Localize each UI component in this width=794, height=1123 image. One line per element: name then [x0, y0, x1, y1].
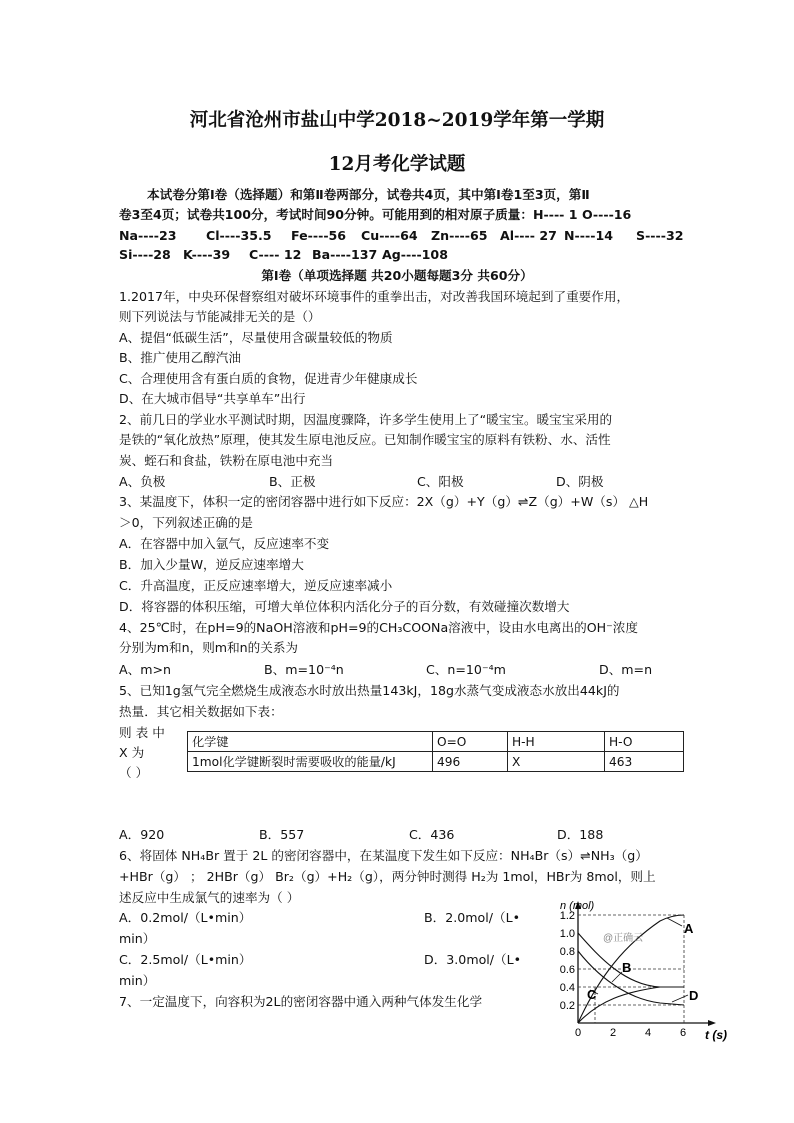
option-a: A、m>n: [119, 662, 172, 677]
paper-subtitle: 12月考化学试题: [328, 154, 466, 175]
question-stem: 炭、蛭石和食盐，铁粉在原电池中充当: [119, 453, 334, 468]
table-header-cell: H-H: [508, 732, 605, 752]
option-c: C、阳极: [417, 474, 464, 489]
atomic-mass: S----32: [636, 228, 684, 243]
option-b: B．557: [259, 827, 305, 842]
option-a: A．0.2mol/（L•min）: [119, 910, 252, 925]
x-tick-label: 2: [609, 1027, 617, 1039]
y-tick-label: 0.8: [559, 946, 575, 958]
question-stem: 1.2017年，中央环保督察组对破坏环境事件的重拳出击，对改善我国环境起到了重要作用，: [119, 289, 630, 304]
mole-time-graph: [546, 896, 732, 1046]
option-a: A．在容器中加入氩气，反应速率不变: [119, 536, 330, 551]
option-d: D．将容器的体积压缩，可增大单位体积内活化分子的百分数，有效碰撞次数增大: [119, 599, 570, 614]
table-header-cell: O=O: [433, 732, 508, 752]
y-axis-label: n (mol): [560, 900, 595, 912]
option-d: D、阴极: [556, 474, 604, 489]
option-b: B、推广使用乙醇汽油: [119, 350, 241, 365]
question-stem: 热量．其它相关数据如下表：: [119, 704, 283, 719]
atomic-mass: Cl----35.5: [206, 228, 272, 243]
option-b: B．2.0mol/（L•: [424, 910, 521, 925]
x-tick-label: 4: [644, 1027, 652, 1039]
option-a: A、提倡“低碳生活”，尽量使用含碳量较低的物质: [119, 330, 393, 345]
question-stem: 分别为m和n，则m和n的关系为: [119, 640, 299, 655]
option-a: A、负极: [119, 474, 166, 489]
option-d-continued: min）: [119, 973, 156, 988]
question-stem: 6、将固体 NH₄Br 置于 2L 的密闭容器中，在某温度下发生如下反应：NH₄Br（s）⇌NH₃（g）: [119, 848, 648, 863]
curve-label-a: A: [684, 921, 694, 936]
table-cell: 463: [605, 752, 684, 772]
atomic-mass: Si----28: [119, 247, 171, 262]
option-b-continued: min）: [119, 931, 156, 946]
table-header-cell: 化学键: [188, 732, 433, 752]
option-d: D．188: [557, 827, 604, 842]
question-stem: 2、前几日的学业水平测试时期，因温度骤降，许多学生使用上了“暖宝宝。暖宝宝采用的: [119, 412, 613, 427]
atomic-mass: Ag----108: [382, 247, 448, 262]
y-tick-label: 0.6: [559, 964, 575, 976]
option-c: C、合理使用含有蛋白质的食物，促进青少年健康成长: [119, 371, 418, 386]
table-row: [188, 752, 684, 772]
option-c: C．2.5mol/（L•min）: [119, 952, 252, 967]
question-stem: 述反应中生成氯气的速率为（ ）: [119, 890, 300, 905]
question-stem: 则下列说法与节能减排无关的是（）: [119, 309, 321, 324]
y-tick-label: 0.2: [559, 1000, 575, 1012]
option-c: C、n=10⁻⁴m: [426, 662, 506, 677]
y-tick-label: 1.0: [559, 928, 575, 940]
x-axis-label: t (s): [705, 1028, 727, 1042]
atomic-mass: N----14: [564, 228, 613, 243]
question-7-stem: 7、一定温度下，向容积为2L的密闭容器中通入两种气体发生化学: [119, 994, 483, 1009]
y-tick-label: 1.2: [559, 910, 575, 922]
option-c: C．436: [409, 827, 455, 842]
atomic-mass: Na----23: [119, 228, 177, 243]
table-header-cell: H-O: [605, 732, 684, 752]
question-stem: +HBr（g） ； 2HBr（g） Br₂（g）+H₂（g），两分钟时测得 H₂为 1mol，HBr为 8mol，则上: [119, 869, 656, 884]
x-tick-label: 0: [574, 1027, 582, 1039]
watermark: @正确云: [603, 933, 644, 944]
question-stem: 4、25℃时，在pH=9的NaOH溶液和pH=9的CH₃COONa溶液中，设由水电离出的OH⁻浓度: [119, 620, 638, 635]
question-stem: ＞0，下列叙述正确的是: [119, 515, 253, 530]
curve-label-d: D: [689, 988, 699, 1003]
curve-label-b: B: [622, 960, 632, 975]
bond-energy-table: [187, 731, 684, 772]
atomic-mass: Ba----137: [312, 247, 378, 262]
option-d: D．3.0mol/（L•: [424, 952, 522, 967]
question-stem: 5、已知1g氢气完全燃烧生成液态水时放出热量143kJ，18g水蒸气变成液态水放出44kJ的: [119, 683, 620, 698]
intro-line-1: 本试卷分第Ⅰ卷（选择题）和第Ⅱ卷两部分，试卷共4页，其中第Ⅰ卷1至3页，第Ⅱ: [147, 187, 590, 202]
table-cell: 496: [433, 752, 508, 772]
question-stem: 是铁的“氧化放热”原理，使其发生原电池反应。已知制作暖宝宝的原料有铁粉、水、活性: [119, 432, 611, 447]
option-b: B．加入少量W，逆反应速率增大: [119, 557, 304, 572]
x-tick-label: 6: [679, 1027, 687, 1039]
curve-label-c: C: [587, 987, 597, 1002]
atomic-mass: C---- 12: [249, 247, 302, 262]
y-tick-label: 0.4: [559, 982, 575, 994]
atomic-mass: Cu----64: [361, 228, 418, 243]
table-row: [188, 732, 684, 752]
option-b: B、m=10⁻⁴n: [264, 662, 344, 677]
table-cell: 1mol化学键断裂时需要吸收的能量/kJ: [188, 752, 433, 772]
paper-title: 河北省沧州市盐山中学2018~2019学年第一学期: [189, 110, 605, 131]
option-d: D、m=n: [599, 662, 653, 677]
option-a: A．920: [119, 827, 165, 842]
side-text: X 为: [119, 745, 145, 760]
atomic-mass: Fe----56: [291, 228, 347, 243]
section-heading: 第Ⅰ卷（单项选择题 共20小题每题3分 共60分）: [261, 268, 533, 283]
side-text: 则 表 中: [119, 725, 165, 740]
option-b: B、正极: [269, 474, 316, 489]
atomic-mass: K----39: [183, 247, 231, 262]
option-c: C．升高温度，正反应速率增大，逆反应速率减小: [119, 578, 393, 593]
option-d: D、在大城市倡导“共享单车”出行: [119, 391, 306, 406]
table-cell: X: [508, 752, 605, 772]
atomic-mass: Zn----65: [431, 228, 488, 243]
question-stem: 3、某温度下，体积一定的密闭容器中进行如下反应：2X（g）+Y（g）⇌Z（g）+W（s） △H: [119, 494, 649, 509]
side-text: （ ）: [119, 765, 149, 780]
x-axis-arrow: [708, 1020, 716, 1026]
atomic-mass: Al---- 27: [500, 228, 557, 243]
intro-line-2: 卷3至4页；试卷共100分，考试时间90分钟。可能用到的相对原子质量：H---- 1 O----16: [119, 207, 632, 222]
